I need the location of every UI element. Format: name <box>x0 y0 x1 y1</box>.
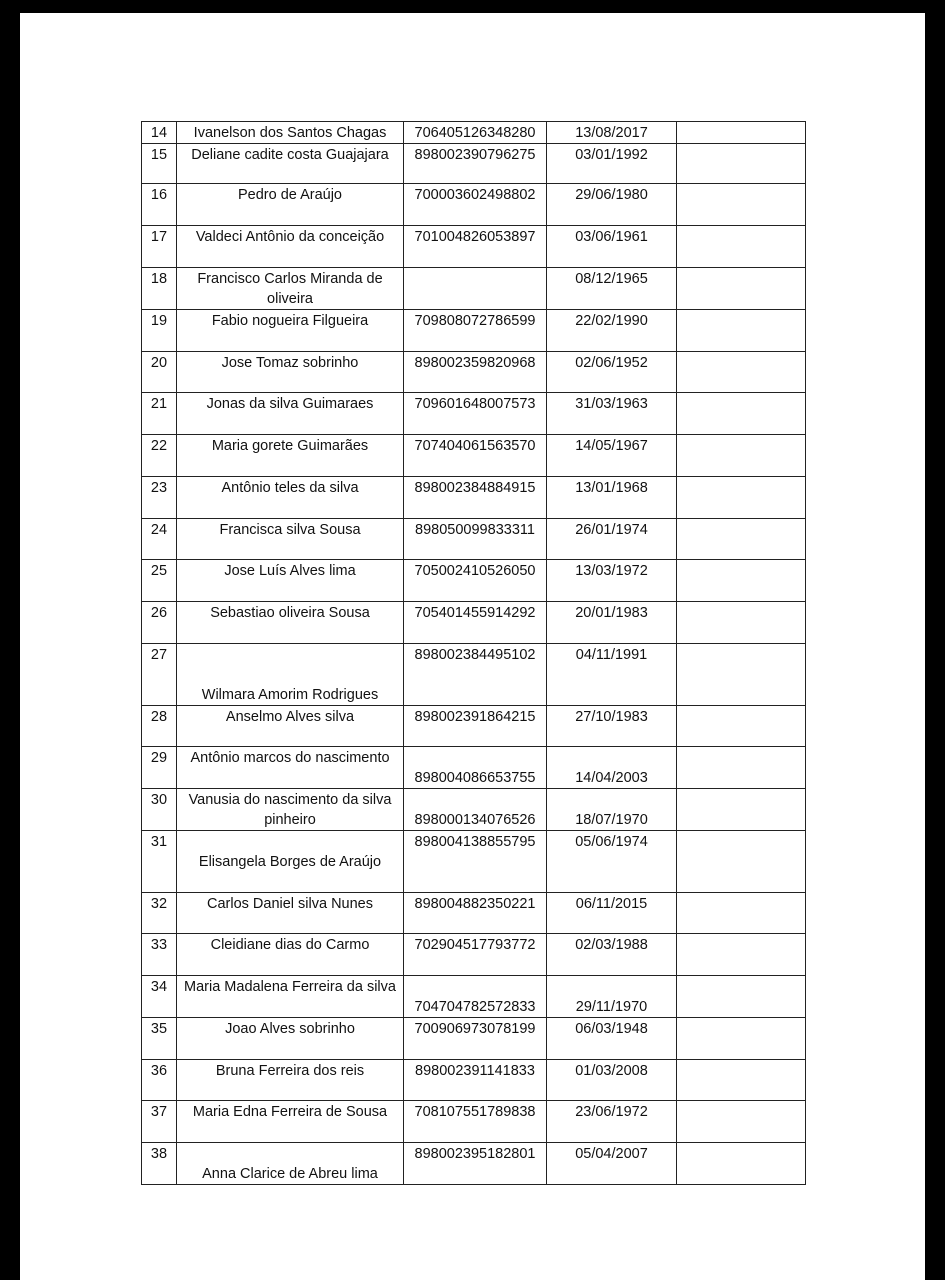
name-cell-text: Jonas da silva Guimaraes <box>206 396 374 412</box>
row-number-cell-text: 36 <box>150 1063 168 1079</box>
row-number-cell-text: 30 <box>150 792 168 808</box>
table-row <box>142 934 806 976</box>
card-number-cell-text: 898004086653755 <box>414 770 536 786</box>
birth-date-cell <box>547 602 677 644</box>
table-row <box>142 893 806 934</box>
birth-date-cell <box>547 934 677 976</box>
card-number-cell <box>404 706 547 747</box>
row-number-cell <box>142 144 177 184</box>
card-number-cell-text: 709601648007573 <box>414 396 536 412</box>
empty-cell <box>677 976 806 1018</box>
birth-date-cell-text: 23/06/1972 <box>575 1104 648 1120</box>
name-cell-text: Ivanelson dos Santos Chagas <box>193 125 387 141</box>
birth-date-cell-text: 18/07/1970 <box>575 812 648 828</box>
table-row <box>142 352 806 393</box>
birth-date-cell <box>547 310 677 352</box>
birth-date-cell-text: 04/11/1991 <box>575 647 648 663</box>
row-number-cell-text: 38 <box>150 1146 168 1162</box>
table-row <box>142 393 806 435</box>
birth-date-cell <box>547 976 677 1018</box>
row-number-cell <box>142 644 177 706</box>
card-number-cell-text: 898002395182801 <box>414 1146 536 1162</box>
name-cell-text: Jose Luís Alves lima <box>224 563 356 579</box>
card-number-cell-text: 709808072786599 <box>414 313 536 329</box>
empty-cell <box>677 1143 806 1185</box>
card-number-cell-text: 701004826053897 <box>414 229 536 245</box>
name-cell-text: Jose Tomaz sobrinho <box>221 355 359 371</box>
card-number-cell <box>404 310 547 352</box>
table-row <box>142 1143 806 1185</box>
table-row <box>142 789 806 831</box>
name-cell-text: Joao Alves sobrinho <box>225 1021 355 1037</box>
name-cell-text: Vanusia do nascimento da silva pinheiro <box>188 792 392 828</box>
card-number-cell-text: 898002391864215 <box>414 709 536 725</box>
name-cell-text: Antônio marcos do nascimento <box>190 750 390 766</box>
card-number-cell <box>404 602 547 644</box>
birth-date-cell <box>547 144 677 184</box>
card-number-cell <box>404 435 547 477</box>
birth-date-cell <box>547 789 677 831</box>
name-cell <box>177 184 404 226</box>
empty-cell <box>677 226 806 268</box>
empty-cell <box>677 310 806 352</box>
card-number-cell-text: 898002384495102 <box>414 647 536 663</box>
card-number-cell-text: 898000134076526 <box>414 812 536 828</box>
row-number-cell-text: 27 <box>150 647 168 663</box>
card-number-cell-text: 898002359820968 <box>414 355 536 371</box>
birth-date-cell <box>547 831 677 893</box>
birth-date-cell-text: 14/04/2003 <box>575 770 648 786</box>
birth-date-cell <box>547 184 677 226</box>
card-number-cell <box>404 352 547 393</box>
birth-date-cell-text: 29/06/1980 <box>575 187 648 203</box>
card-number-cell-text: 700906973078199 <box>414 1021 536 1037</box>
empty-cell <box>677 268 806 310</box>
row-number-cell <box>142 934 177 976</box>
row-number-cell-text: 18 <box>150 271 168 287</box>
row-number-cell-text: 20 <box>150 355 168 371</box>
row-number-cell-text: 34 <box>150 979 168 995</box>
row-number-cell-text: 35 <box>150 1021 168 1037</box>
birth-date-cell <box>547 1060 677 1101</box>
card-number-cell <box>404 747 547 789</box>
records-table-body <box>142 122 806 1185</box>
table-row <box>142 268 806 310</box>
card-number-cell <box>404 976 547 1018</box>
name-cell-text: Wilmara Amorim Rodrigues <box>201 687 379 703</box>
row-number-cell <box>142 602 177 644</box>
birth-date-cell-text: 26/01/1974 <box>575 522 648 538</box>
table-row <box>142 435 806 477</box>
birth-date-cell <box>547 435 677 477</box>
birth-date-cell <box>547 268 677 310</box>
row-number-cell-text: 23 <box>150 480 168 496</box>
birth-date-cell-text: 13/03/1972 <box>575 563 648 579</box>
name-cell <box>177 1143 404 1185</box>
table-row <box>142 602 806 644</box>
card-number-cell-text: 898050099833311 <box>415 522 535 538</box>
empty-cell <box>677 519 806 560</box>
table-row <box>142 976 806 1018</box>
empty-cell <box>677 747 806 789</box>
name-cell-text: Elisangela Borges de Araújo <box>198 854 382 870</box>
row-number-cell-text: 25 <box>150 563 168 579</box>
birth-date-cell <box>547 352 677 393</box>
row-number-cell <box>142 893 177 934</box>
table-row <box>142 477 806 519</box>
table-row <box>142 831 806 893</box>
row-number-cell-text: 16 <box>150 187 168 203</box>
empty-cell <box>677 560 806 602</box>
name-cell <box>177 226 404 268</box>
name-cell <box>177 352 404 393</box>
name-cell-text: Pedro de Araújo <box>238 187 342 203</box>
birth-date-cell-text: 05/04/2007 <box>575 1146 648 1162</box>
table-row <box>142 1060 806 1101</box>
birth-date-cell <box>547 1101 677 1143</box>
row-number-cell <box>142 1060 177 1101</box>
table-row <box>142 644 806 706</box>
row-number-cell <box>142 226 177 268</box>
row-number-cell-text: 15 <box>150 147 168 163</box>
card-number-cell <box>404 144 547 184</box>
row-number-cell <box>142 393 177 435</box>
name-cell <box>177 934 404 976</box>
records-table <box>141 121 806 1185</box>
row-number-cell-text: 22 <box>150 438 168 454</box>
card-number-cell <box>404 122 547 144</box>
row-number-cell-text: 33 <box>150 937 168 953</box>
card-number-cell-text: 898002390796275 <box>414 147 536 163</box>
empty-cell <box>677 393 806 435</box>
name-cell-text: Anselmo Alves silva <box>225 709 355 725</box>
card-number-cell <box>404 477 547 519</box>
name-cell <box>177 789 404 831</box>
birth-date-cell <box>547 747 677 789</box>
birth-date-cell-text: 03/06/1961 <box>575 229 648 245</box>
table-row <box>142 310 806 352</box>
card-number-cell <box>404 1060 547 1101</box>
birth-date-cell-text: 06/03/1948 <box>575 1021 648 1037</box>
card-number-cell-text: 705401455914292 <box>414 605 536 621</box>
row-number-cell-text: 26 <box>150 605 168 621</box>
row-number-cell <box>142 477 177 519</box>
name-cell <box>177 519 404 560</box>
empty-cell <box>677 934 806 976</box>
birth-date-cell <box>547 122 677 144</box>
card-number-cell-text: 898004882350221 <box>414 896 536 912</box>
card-number-cell-text: 708107551789838 <box>414 1104 536 1120</box>
name-cell <box>177 1018 404 1060</box>
birth-date-cell-text: 31/03/1963 <box>575 396 648 412</box>
empty-cell <box>677 893 806 934</box>
card-number-cell <box>404 184 547 226</box>
row-number-cell-text: 31 <box>150 834 168 850</box>
name-cell-text: Maria Madalena Ferreira da silva <box>184 979 396 995</box>
name-cell <box>177 602 404 644</box>
empty-cell <box>677 644 806 706</box>
row-number-cell <box>142 310 177 352</box>
name-cell <box>177 706 404 747</box>
name-cell <box>177 831 404 893</box>
card-number-cell <box>404 644 547 706</box>
empty-cell <box>677 1060 806 1101</box>
table-row <box>142 560 806 602</box>
card-number-cell <box>404 268 547 310</box>
row-number-cell <box>142 789 177 831</box>
card-number-cell-text: 705002410526050 <box>414 563 536 579</box>
row-number-cell-text: 32 <box>150 896 168 912</box>
card-number-cell <box>404 1101 547 1143</box>
row-number-cell-text: 19 <box>150 313 168 329</box>
card-number-cell-text: 704704782572833 <box>414 999 536 1015</box>
name-cell <box>177 393 404 435</box>
card-number-cell <box>404 226 547 268</box>
table-row <box>142 519 806 560</box>
table-row <box>142 144 806 184</box>
card-number-cell <box>404 934 547 976</box>
birth-date-cell-text: 08/12/1965 <box>575 271 648 287</box>
empty-cell <box>677 184 806 226</box>
empty-cell <box>677 1018 806 1060</box>
empty-cell <box>677 1101 806 1143</box>
card-number-cell <box>404 1143 547 1185</box>
name-cell <box>177 1101 404 1143</box>
birth-date-cell <box>547 1143 677 1185</box>
name-cell-text: Maria Edna Ferreira de Sousa <box>192 1104 388 1120</box>
empty-cell <box>677 352 806 393</box>
name-cell <box>177 560 404 602</box>
birth-date-cell-text: 03/01/1992 <box>575 147 648 163</box>
row-number-cell <box>142 519 177 560</box>
birth-date-cell <box>547 519 677 560</box>
birth-date-cell <box>547 477 677 519</box>
row-number-cell <box>142 1018 177 1060</box>
name-cell <box>177 477 404 519</box>
name-cell-text: Anna Clarice de Abreu lima <box>202 1166 378 1182</box>
birth-date-cell-text: 20/01/1983 <box>575 605 648 621</box>
birth-date-cell-text: 06/11/2015 <box>575 896 648 912</box>
name-cell-text: Bruna Ferreira dos reis <box>215 1063 365 1079</box>
row-number-cell-text: 28 <box>150 709 168 725</box>
card-number-cell-text: 706405126348280 <box>414 125 536 141</box>
card-number-cell-text: 702904517793772 <box>414 937 536 953</box>
name-cell <box>177 644 404 706</box>
card-number-cell <box>404 789 547 831</box>
card-number-cell <box>404 560 547 602</box>
row-number-cell-text: 14 <box>150 125 168 141</box>
name-cell <box>177 122 404 144</box>
card-number-cell-text: 898002384884915 <box>414 480 536 496</box>
row-number-cell-text: 24 <box>150 522 168 538</box>
name-cell-text: Sebastiao oliveira Sousa <box>210 605 370 621</box>
name-cell <box>177 976 404 1018</box>
birth-date-cell-text: 14/05/1967 <box>575 438 648 454</box>
empty-cell <box>677 706 806 747</box>
card-number-cell-text: 700003602498802 <box>414 187 536 203</box>
name-cell-text: Francisca silva Sousa <box>219 522 361 538</box>
birth-date-cell <box>547 1018 677 1060</box>
name-cell-text: Deliane cadite costa Guajajara <box>191 147 389 163</box>
card-number-cell <box>404 393 547 435</box>
birth-date-cell <box>547 393 677 435</box>
row-number-cell <box>142 184 177 226</box>
row-number-cell <box>142 435 177 477</box>
row-number-cell <box>142 706 177 747</box>
name-cell <box>177 893 404 934</box>
table-row <box>142 1018 806 1060</box>
table-row <box>142 184 806 226</box>
empty-cell <box>677 789 806 831</box>
name-cell <box>177 747 404 789</box>
name-cell-text: Antônio teles da silva <box>221 480 359 496</box>
row-number-cell-text: 21 <box>150 396 168 412</box>
birth-date-cell <box>547 560 677 602</box>
empty-cell <box>677 602 806 644</box>
row-number-cell <box>142 976 177 1018</box>
birth-date-cell-text: 13/01/1968 <box>575 480 648 496</box>
row-number-cell <box>142 122 177 144</box>
birth-date-cell-text: 05/06/1974 <box>575 834 648 850</box>
card-number-cell-text: 898004138855795 <box>414 834 536 850</box>
birth-date-cell-text: 02/06/1952 <box>575 355 648 371</box>
birth-date-cell-text: 27/10/1983 <box>575 709 648 725</box>
table-row <box>142 706 806 747</box>
name-cell <box>177 435 404 477</box>
birth-date-cell-text: 29/11/1970 <box>575 999 648 1015</box>
row-number-cell <box>142 1101 177 1143</box>
empty-cell <box>677 831 806 893</box>
name-cell-text: Carlos Daniel silva Nunes <box>206 896 373 912</box>
table-row <box>142 226 806 268</box>
name-cell-text: Valdeci Antônio da conceição <box>195 229 385 245</box>
card-number-cell-text: 707404061563570 <box>414 438 536 454</box>
empty-cell <box>677 122 806 144</box>
empty-cell <box>677 144 806 184</box>
name-cell-text: Francisco Carlos Miranda de oliveira <box>197 271 383 307</box>
row-number-cell-text: 37 <box>150 1104 168 1120</box>
birth-date-cell <box>547 644 677 706</box>
table-row <box>142 1101 806 1143</box>
card-number-cell <box>404 831 547 893</box>
name-cell-text: Cleidiane dias do Carmo <box>210 937 370 953</box>
row-number-cell <box>142 268 177 310</box>
name-cell <box>177 268 404 310</box>
empty-cell <box>677 477 806 519</box>
row-number-cell <box>142 1143 177 1185</box>
card-number-cell <box>404 519 547 560</box>
table-row <box>142 747 806 789</box>
name-cell-text: Maria gorete Guimarães <box>211 438 369 454</box>
row-number-cell-text: 29 <box>150 750 168 766</box>
card-number-cell <box>404 1018 547 1060</box>
row-number-cell <box>142 831 177 893</box>
birth-date-cell-text: 02/03/1988 <box>575 937 648 953</box>
birth-date-cell-text: 13/08/2017 <box>575 125 648 141</box>
birth-date-cell <box>547 706 677 747</box>
empty-cell <box>677 435 806 477</box>
name-cell <box>177 1060 404 1101</box>
row-number-cell <box>142 747 177 789</box>
table-row <box>142 122 806 144</box>
card-number-cell-text: 898002391141833 <box>415 1063 535 1079</box>
card-number-cell <box>404 893 547 934</box>
birth-date-cell <box>547 893 677 934</box>
birth-date-cell-text: 01/03/2008 <box>575 1063 648 1079</box>
name-cell-text: Fabio nogueira Filgueira <box>211 313 369 329</box>
birth-date-cell-text: 22/02/1990 <box>575 313 648 329</box>
row-number-cell <box>142 560 177 602</box>
row-number-cell-text: 17 <box>150 229 168 245</box>
name-cell <box>177 144 404 184</box>
birth-date-cell <box>547 226 677 268</box>
name-cell <box>177 310 404 352</box>
row-number-cell <box>142 352 177 393</box>
